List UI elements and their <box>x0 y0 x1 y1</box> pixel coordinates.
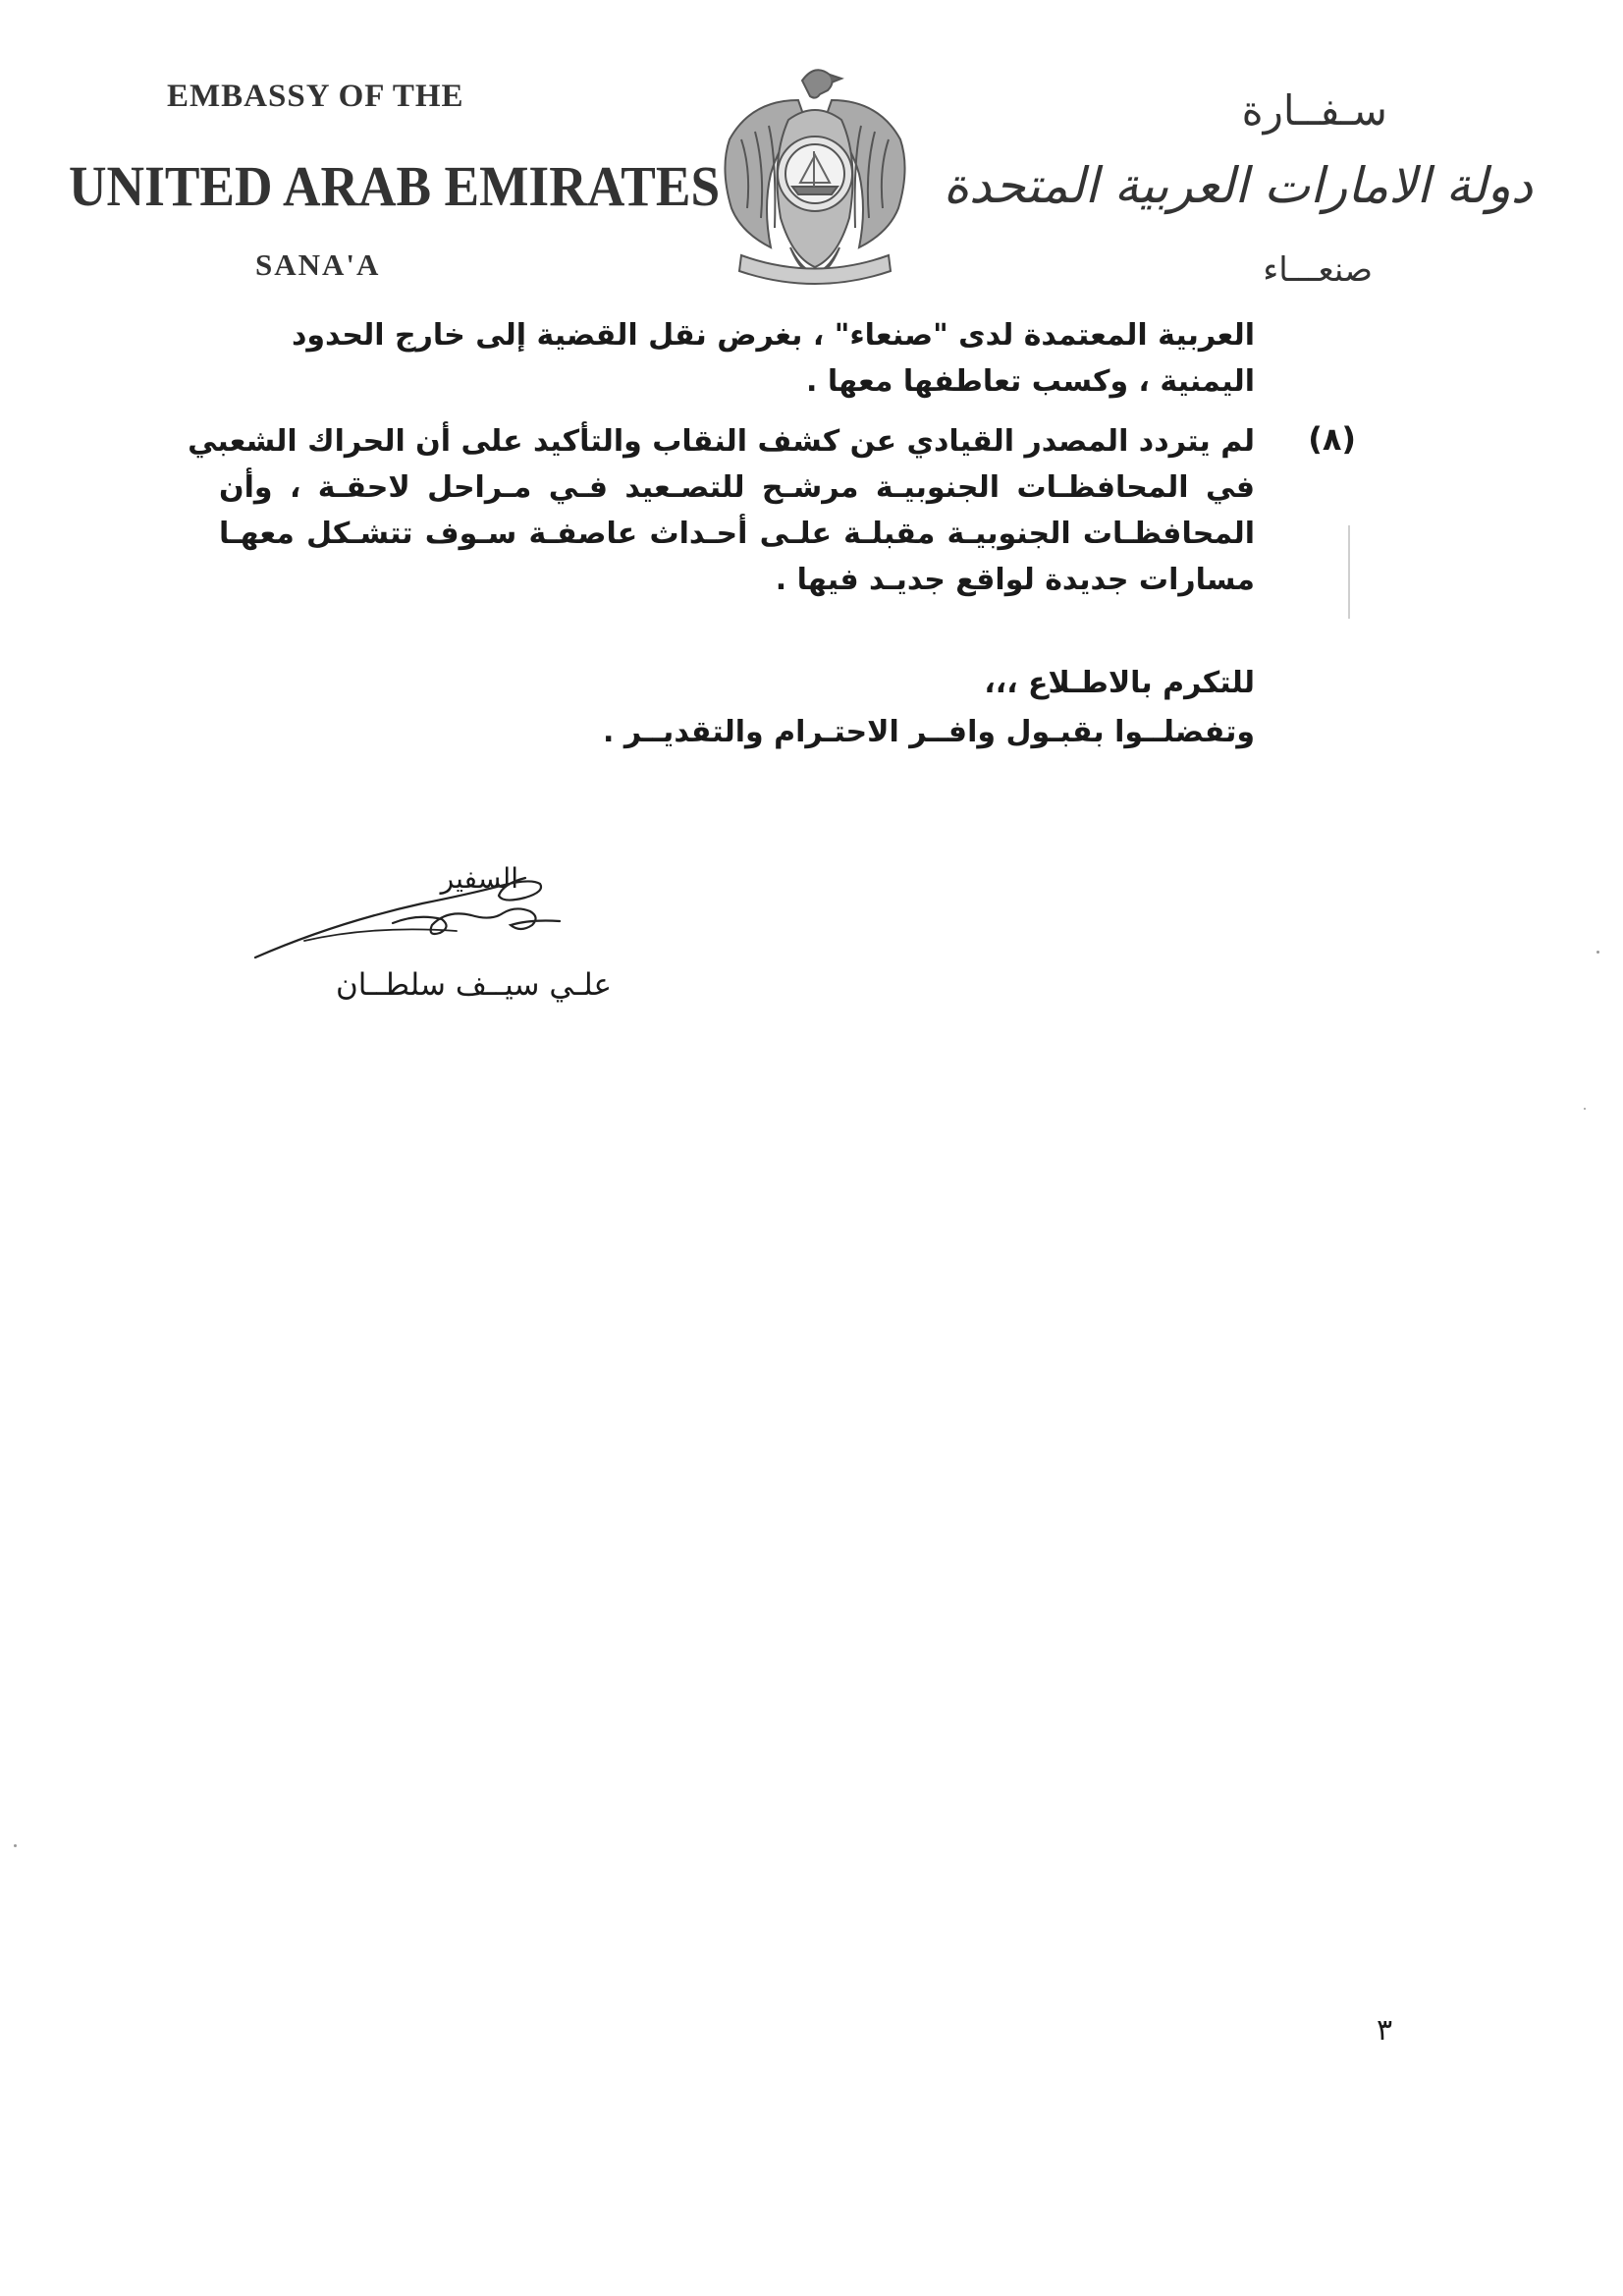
falcon-emblem-icon <box>712 61 918 306</box>
paragraph-line: لم يتردد المصدر القيادي عن كشف النقاب والتأكيد على أن الحراك الشعبي <box>188 424 1255 459</box>
letterhead-arabic-line1: سـفــارة <box>1241 86 1387 135</box>
scan-speck <box>1596 951 1599 954</box>
paragraph-line: في المحافظـات الجنوبيـة مرشـح للتصـعيد فـي مـراحل لاحقـة ، وأن <box>219 470 1255 505</box>
paragraph-line: مسارات جديدة لواقع جديـد فيها . <box>775 563 1255 597</box>
handwritten-signature <box>245 864 579 972</box>
signatory-title: السفير <box>440 862 518 895</box>
paragraph-line: العربية المعتمدة لدى "صنعاء" ، بغرض نقل القضية إلى خارج الحدود <box>291 318 1255 353</box>
paragraph-line: اليمنية ، وكسب تعاطفها معها . <box>806 364 1255 399</box>
page-number: ٣ <box>1377 2013 1393 2048</box>
scan-speck <box>1584 1108 1586 1110</box>
letterhead-english-line3: SANA'A <box>255 247 381 282</box>
letterhead-arabic-line3: صنعـــاء <box>1263 250 1373 290</box>
scan-speck <box>14 1844 17 1847</box>
letterhead-english-line1: EMBASSY OF THE <box>167 79 464 114</box>
paragraph-continuation <box>219 312 1255 405</box>
margin-mark <box>1348 525 1350 619</box>
closing-line1: للتكرم بالاطـلاع ،،، <box>984 666 1255 700</box>
letterhead-arabic-line2: دولة الامارات العربية المتحدة <box>943 157 1533 214</box>
paragraph-line: المحافظـات الجنوبيـة مقبلـة علـى أحـداث عاصفـة سـوف تتشـكل معهـا <box>219 517 1255 551</box>
letterhead-english-line2: UNITED ARAB EMIRATES <box>69 154 721 218</box>
signatory-name: علـي سيــف سلطــان <box>335 967 612 1003</box>
item-number: (٨) <box>1308 420 1356 458</box>
closing-line2: وتفضلــوا بقبـول وافــر الاحتـرام والتقديــر . <box>603 715 1255 749</box>
item-8-paragraph <box>188 418 1255 603</box>
